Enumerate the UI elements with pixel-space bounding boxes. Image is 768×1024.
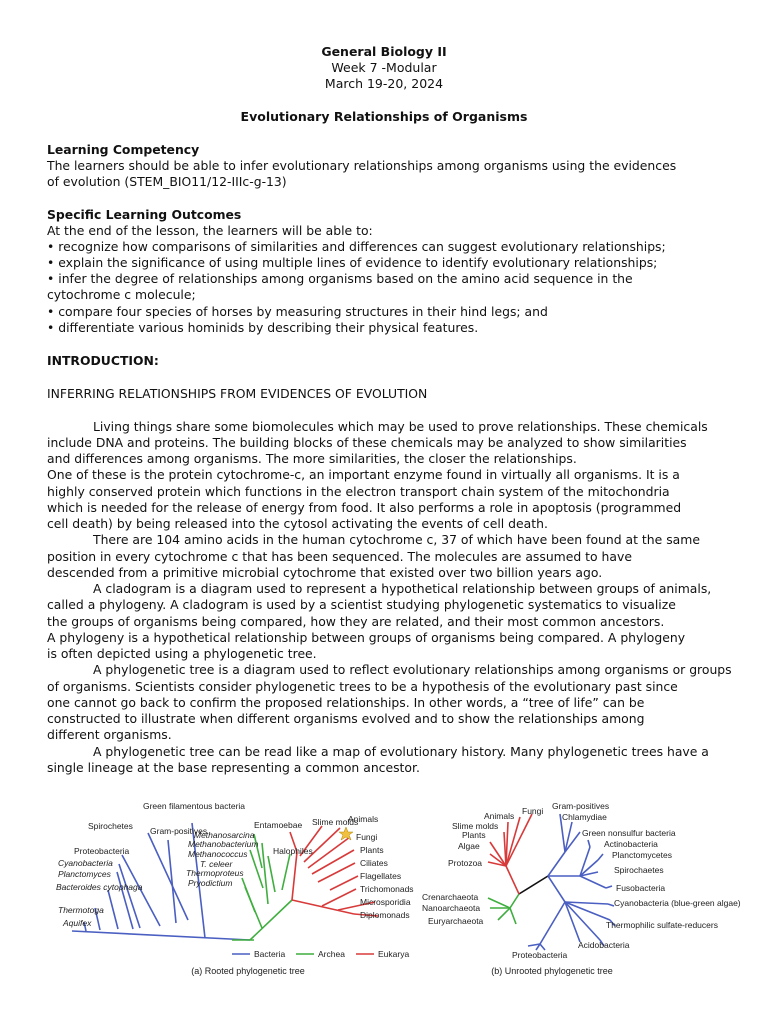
body-line: Living things share some biomolecules which may be used to prove relationships. These chemicals [93, 419, 708, 434]
body-line: different organisms. [47, 727, 172, 742]
rooted-label-eukarya: Flagellates [360, 871, 402, 881]
rooted-label-eukarya: Slime molds [312, 817, 359, 827]
body-line: highly conserved protein which functions in the electron transport chain system of the mitochondria [47, 484, 670, 499]
unrooted-label-eukarya: Algae [458, 841, 480, 851]
unrooted-label-archaea: Nanoarchaeota [422, 903, 481, 913]
unrooted-label-eukarya: Plants [462, 830, 486, 840]
rooted-caption: (a) Rooted phylogenetic tree [191, 966, 305, 976]
rooted-label-archaea: Methanococcus [188, 849, 248, 859]
rooted-label-eukarya: Ciliates [360, 858, 388, 868]
competency-heading: Learning Competency [47, 142, 200, 157]
body-line: A phylogenetic tree is a diagram used to reflect evolutionary relationships among organisms or groups [93, 662, 732, 677]
unrooted-label-bacteria: Proteobacteria [512, 950, 568, 960]
rooted-label-eukarya: Entamoebae [254, 820, 303, 830]
rooted-label-bacteria: Aquifex [63, 918, 92, 928]
unrooted-label-bacteria: Planctomycetes [612, 850, 672, 860]
rooted-label-eukarya: Microsporidia [360, 897, 411, 907]
rooted-label-eukarya: Animals [348, 814, 379, 824]
rooted-tree [56, 801, 414, 976]
rooted-label-bacteria: Bacteroides cytophaga [56, 882, 143, 892]
rooted-label-archaea: Halophiles [273, 846, 313, 856]
rooted-label-bacteria: Thermotoga [58, 905, 104, 915]
outcomes-line: At the end of the lesson, the learners will be able to: [47, 223, 373, 238]
unrooted-label-eukarya: Animals [484, 811, 515, 821]
outcomes-heading: Specific Learning Outcomes [47, 207, 242, 222]
rooted-label-archaea: Methanosarcina [194, 830, 255, 840]
rooted-label-archaea: Methanobacterium [188, 839, 259, 849]
week-label: Week 7 -Modular [331, 60, 437, 75]
intro-heading: INTRODUCTION: [47, 353, 159, 368]
star-marker-icon [339, 827, 353, 840]
rooted-label-bacteria: Cyanobacteria [58, 858, 113, 868]
outcome-item: • recognize how comparisons of similarities and differences can suggest evolutionary relationships; [47, 239, 666, 254]
body-line: descended from a primitive microbial cytochrome that existed over two billion years ago. [47, 565, 603, 580]
unrooted-archaea-branches [488, 894, 519, 924]
unrooted-label-bacteria: Spirochaetes [614, 865, 664, 875]
unrooted-label-bacteria: Cyanobacteria (blue-green algae) [614, 898, 741, 908]
phylogenetic-tree-figure [0, 792, 768, 992]
rooted-label-bacteria: Planctomyces [58, 869, 111, 879]
unrooted-tree [422, 801, 741, 976]
unrooted-label-bacteria: Chlamydiae [562, 812, 607, 822]
body-line: One of these is the protein cytochrome-c, an important enzyme found in virtually all organisms. It is a [47, 467, 680, 482]
unrooted-label-bacteria: Green nonsulfur bacteria [582, 828, 676, 838]
document-title: Evolutionary Relationships of Organisms [240, 109, 528, 124]
unrooted-label-archaea: Crenarchaeota [422, 892, 479, 902]
intro-subheading: INFERRING RELATIONSHIPS FROM EVIDENCES OF EVOLUTION [47, 386, 428, 401]
rooted-label-archaea: T. celeer [200, 859, 233, 869]
body-line: called a phylogeny. A cladogram is used by a scientist studying phylogenetic systematics to visualize [47, 597, 676, 612]
rooted-label-bacteria: Spirochetes [88, 821, 133, 831]
body-line: is often depicted using a phylogenetic tree. [47, 646, 317, 661]
outcome-item: • explain the significance of using multiple lines of evidence to identify evolutionary relationships; [47, 255, 658, 270]
body-line: of organisms. Scientists consider phylogenetic trees to be a hypothesis of the evolutionary past since [47, 679, 678, 694]
rooted-label-bacteria: Gram-positives [150, 826, 208, 836]
rooted-label-eukarya: Diplomonads [360, 910, 410, 920]
competency-line: The learners should be able to infer evolutionary relationships among organisms using the evidences [47, 158, 677, 173]
body-line: There are 104 amino acids in the human cytochrome c, 37 of which have been found at the same [93, 532, 700, 547]
body-line: which is needed for the release of energy from food. It also performs a role in apoptosis (programmed [47, 500, 682, 515]
unrooted-label-bacteria: Thermophilic sulfate-reducers [606, 920, 718, 930]
legend-label-bacteria: Bacteria [254, 949, 286, 959]
course-title: General Biology II [321, 44, 447, 59]
body-line: A phylogenetic tree can be read like a map of evolutionary history. Many phylogenetic trees have a [93, 744, 709, 759]
outcome-item-cont: cytochrome c molecule; [47, 287, 196, 302]
body-line: single lineage at the base representing a common ancestor. [47, 760, 420, 775]
competency-line: of evolution (STEM_BIO11/12-IIIc-g-13) [47, 174, 287, 189]
unrooted-caption: (b) Unrooted phylogenetic tree [491, 966, 613, 976]
unrooted-label-bacteria: Actinobacteria [604, 839, 658, 849]
legend-label-eukarya: Eukarya [378, 949, 410, 959]
rooted-label-archaea: Pryodictium [188, 878, 233, 888]
unrooted-label-bacteria: Gram-positives [552, 801, 610, 811]
rooted-label-eukarya: Fungi [356, 832, 378, 842]
body-line: position in every cytochrome c that has been sequenced. The molecules are assumed to have [47, 549, 632, 564]
unrooted-label-bacteria: Fusobacteria [616, 883, 666, 893]
rooted-label-bacteria: Proteobacteria [74, 846, 130, 856]
rooted-label-archaea: Thermoproteus [186, 868, 244, 878]
rooted-label-bacteria: Green filamentous bacteria [142, 801, 246, 811]
rooted-legend [232, 949, 409, 959]
date-label: March 19-20, 2024 [324, 76, 444, 91]
body-line: cell death) by being released into the cytosol activating the events of cell death. [47, 516, 548, 531]
outcome-item: • infer the degree of relationships among organisms based on the amino acid sequence in the [47, 271, 633, 286]
unrooted-label-archaea: Euryarchaeota [428, 916, 484, 926]
body-line: A cladogram is a diagram used to represent a hypothetical relationship between groups of animals, [93, 581, 712, 596]
unrooted-label-eukarya: Fungi [522, 806, 544, 816]
body-line: A phylogeny is a hypothetical relationship between groups of organisms being compared. A phylogeny [47, 630, 686, 645]
body-line: include DNA and proteins. The building blocks of these chemicals may be analyzed to show similarities [47, 435, 687, 450]
unrooted-central-branch [519, 876, 548, 894]
body-line: the groups of organisms being compared, how they are related, and their most common ancestors. [47, 614, 665, 629]
rooted-label-eukarya: Trichomonads [360, 884, 414, 894]
outcome-item: • compare four species of horses by measuring structures in their hind legs; and [47, 304, 548, 319]
unrooted-label-eukarya: Protozoa [448, 858, 483, 868]
outcome-item: • differentiate various hominids by describing their physical features. [47, 320, 479, 335]
legend-label-archaea: Archea [318, 949, 345, 959]
body-line: one cannot go back to confirm the proposed relationships. In other words, a “tree of life” can be [47, 695, 645, 710]
body-line: and differences among organisms. The more similarities, the closer the relationships. [47, 451, 577, 466]
rooted-label-eukarya: Plants [360, 845, 384, 855]
unrooted-label-bacteria: Acidobacteria [578, 940, 630, 950]
unrooted-label-eukarya: Slime molds [452, 821, 499, 831]
body-line: constructed to illustrate when different organisms evolved and to show the relationships among [47, 711, 645, 726]
